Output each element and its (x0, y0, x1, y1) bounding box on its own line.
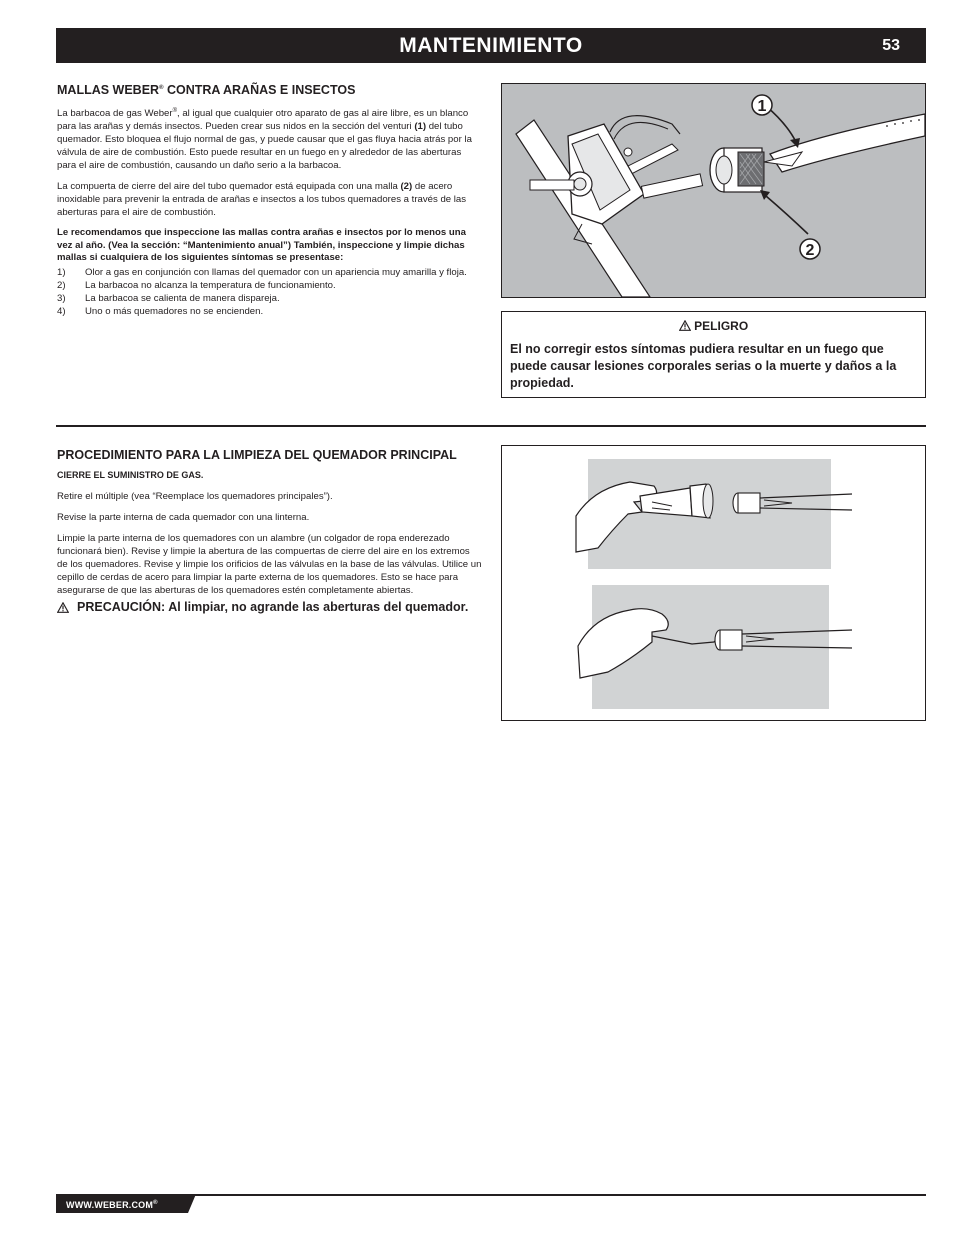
section-heading: PROCEDIMIENTO PARA LA LIMPIEZA DEL QUEMADOR PRINCIPAL (57, 448, 457, 462)
burner-figure (501, 83, 926, 298)
page-number: 53 (882, 37, 900, 54)
danger-text: El no corregir estos síntomas pudiera resultar en un fuego que puede causar lesiones corporales serias o la muerte y daños a la propiedad. (510, 342, 897, 390)
section-spider-guards (57, 80, 482, 318)
callout-1: 1 (757, 98, 767, 115)
section-heading: MALLAS WEBER® CONTRA ARAÑAS E INSECTOS (57, 83, 356, 98)
paragraph: La compuerta de cierre del aire del tubo quemador está equipada con una malla (2) de acero inoxidable para prevenir la entrada de arañas e insectos a los tubos quemadores a través de las aberturas para el aire de combustión. (57, 181, 467, 219)
page-title: MANTENIMIENTO (399, 34, 583, 57)
website-link[interactable]: WWW.WEBER.COM® (66, 1200, 158, 1210)
header-bar (56, 28, 926, 63)
list-item: 1) Olor a gas en conjunción con llamas del quemador con un apariencia muy amarilla y floja. (57, 266, 467, 278)
caution-note: PRECAUCIÓN: Al limpiar, no agrande las aberturas del quemador. (57, 599, 482, 616)
list-item: 2) La barbacoa no alcanza la temperatura de funcionamiento. (57, 279, 336, 291)
section-burner-cleaning (57, 447, 482, 616)
warning-triangle-icon (679, 320, 691, 331)
subheading: CIERRE EL SUMINISTRO DE GAS. (57, 470, 204, 480)
paragraph-bold: Le recomendamos que inspeccione las mallas contra arañas e insectos por lo menos una vez al año. (Vea la sección: “Mantenimiento anual”) También, inspeccione y limpie dichas mallas si cualquiera de los siguientes síntomas se presentase: (57, 227, 466, 264)
symptom-list (57, 266, 482, 318)
paragraph: Limpie la parte interna de los quemadores con un alambre (un colgador de ropa enderezado funcionará bien). Revise y limpie la abertura de las compuertas de cierre del aire en los extremos de los quemadores. Revise y limpie los orificios de las válvulas en la base de las válvulas. Utilice un cepillo de cerdas de acero para limpiar la parte externa de los quemadores. Esto se hace para asegurarse de que las aberturas de los quemadores estén completamente abiertas. (57, 533, 482, 596)
cleaning-illustration (502, 446, 925, 720)
burner-illustration (502, 84, 925, 297)
list-item: 3) La barbacoa se calienta de manera dispareja. (57, 292, 280, 304)
section-divider (56, 425, 926, 427)
list-item: 4) Uno o más quemadores no se encienden. (57, 305, 264, 317)
paragraph: Retire el múltiple (vea “Reemplace los quemadores principales”). (57, 491, 333, 502)
cleaning-figure (501, 445, 926, 721)
warning-triangle-icon (57, 602, 69, 613)
danger-box (501, 311, 926, 398)
callout-2: 2 (805, 242, 815, 259)
danger-title: PELIGRO (510, 318, 917, 334)
paragraph: Revise la parte interna de cada quemador con una linterna. (57, 512, 310, 523)
paragraph: La barbacoa de gas Weber®, al igual que cualquier otro aparato de gas al aire libre, es un blanco para las arañas y demás insectos. Pueden crear sus nidos en la sección del venturi (1) del tubo quemador. Esto bloquea el flujo normal de gas, y puede causar que el gas fluya hacia atrás por la válvula de aire de combustión. Esto puede resultar en un fuego en y alrededor de las aberturas para el aire de combustión, causando un daño serio a la barbacoa. (57, 108, 472, 172)
